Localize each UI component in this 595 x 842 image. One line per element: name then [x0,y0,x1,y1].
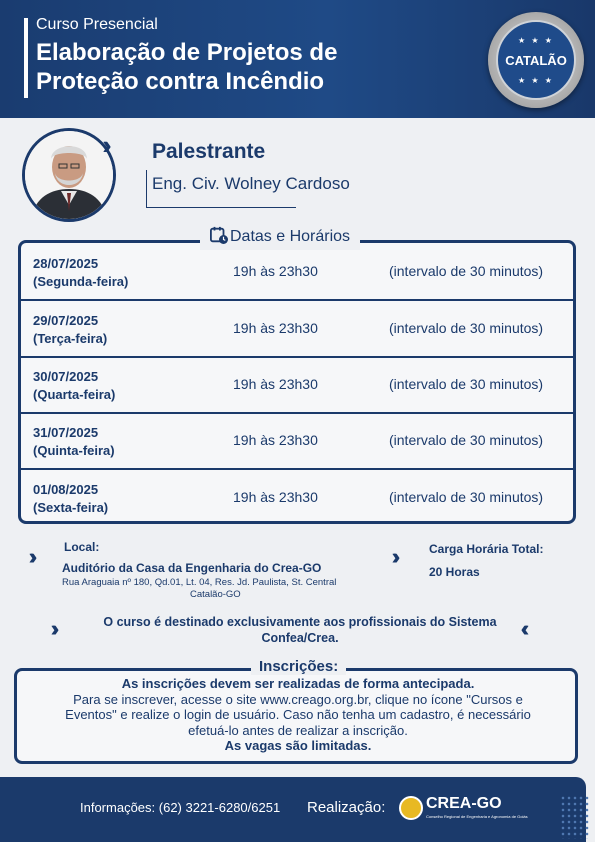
weekday-value: (Segunda-feira) [33,274,129,289]
date-value: 31/07/2025 [33,425,99,440]
schedule-interval: (intervalo de 30 minutos) [389,489,544,505]
registration-heading: Inscrições: [251,658,346,675]
schedule-heading [200,226,360,250]
schedule-time: 19h às 23h30 [233,263,318,279]
schedule-time: 19h às 23h30 [233,432,318,448]
badge-stars-top-icon: ★ ★ ★ [518,36,554,45]
schedule-date [33,255,128,291]
schedule-table [18,240,576,524]
schedule-date [33,481,108,517]
header-banner [0,0,595,118]
schedule-interval: (intervalo de 30 minutos) [389,320,544,336]
date-value: 01/08/2025 [33,482,99,497]
speaker-divider-horizontal [146,207,296,208]
registration-line: Para se inscrever, acesse o site www.creago.org.br, clique no ícone "Cursos e [73,691,523,707]
date-value: 28/07/2025 [33,256,99,271]
weekday-value: (Terça-feira) [33,331,108,346]
schedule-interval: (intervalo de 30 minutos) [389,432,544,448]
schedule-time: 19h às 23h30 [233,320,318,336]
weekday-value: (Quarta-feira) [33,387,116,402]
audience-note [80,614,520,646]
speaker-label: Palestrante [152,140,266,163]
audience-line: O curso é destinado exclusivamente aos profissionais do Sistema [103,615,497,629]
realizacao-label: Realização: [307,799,386,816]
weekday-value: (Quinta-feira) [33,443,115,458]
weekday-value: (Sexta-feira) [33,500,109,515]
schedule-time: 19h às 23h30 [233,489,318,505]
date-value: 29/07/2025 [33,313,99,328]
schedule-time: 19h às 23h30 [233,376,318,392]
registration-line: efetuá-lo antes de realizar a inscrição. [188,722,408,738]
schedule-row [21,300,573,356]
schedule-row [21,243,573,299]
crea-logo-text: CREA-GO [426,795,502,812]
speaker-divider-vertical [146,170,147,208]
location-venue: Auditório da Casa da Engenharia do Crea-GO [62,561,322,575]
header-accent-bar [24,18,28,98]
speaker-photo [22,128,116,222]
crea-seal-icon [399,796,423,820]
registration-line: Eventos" e realize o login de usuário. Caso não tenha um cadastro, é necessário [65,707,531,722]
footer [0,777,586,842]
city-badge-inner [496,20,576,100]
dot-pattern-decoration [560,795,590,839]
course-type: Curso Presencial [36,16,158,33]
schedule-date [33,368,115,404]
course-title-line1: Elaboração de Projetos de [36,39,338,66]
schedule-date [33,312,107,348]
calendar-clock-icon [210,226,228,244]
schedule-date [33,424,115,460]
schedule-row [21,356,573,412]
schedule-interval: (intervalo de 30 minutos) [389,376,544,392]
crea-logo-subtitle: Conselho Regional de Engenharia e Agronomia de Goiás [426,814,528,819]
contact-info: Informações: (62) 3221-6280/6251 [80,800,281,815]
speaker-name: Eng. Civ. Wolney Cardoso [152,174,350,193]
registration-line: As inscrições devem ser realizadas de forma antecipada. [121,676,475,691]
registration-line: As vagas são limitadas. [224,738,372,753]
schedule-interval: (intervalo de 30 minutos) [389,263,544,279]
schedule-heading-text: Datas e Horários [230,228,351,245]
location-city: Catalão-GO [190,589,241,600]
speaker-portrait-icon [25,131,113,219]
audience-line: Confea/Crea. [261,631,339,645]
course-title [36,38,337,96]
badge-stars-bottom-icon: ★ ★ ★ [518,76,554,85]
schedule-row [21,412,573,468]
workload-value: 20 Horas [429,565,480,579]
schedule-row [21,469,573,525]
date-value: 30/07/2025 [33,369,99,384]
course-title-line2: Proteção contra Incêndio [36,68,325,95]
city-badge [488,12,584,108]
location-label: Local: [64,540,100,554]
city-badge-label: CATALÃO [505,53,567,68]
registration-text [24,676,572,754]
workload-label: Carga Horária Total: [429,542,544,556]
location-address: Rua Araguaia nº 180, Qd.01, Lt. 04, Res. Jd. Paulista, St. Central [62,577,337,588]
